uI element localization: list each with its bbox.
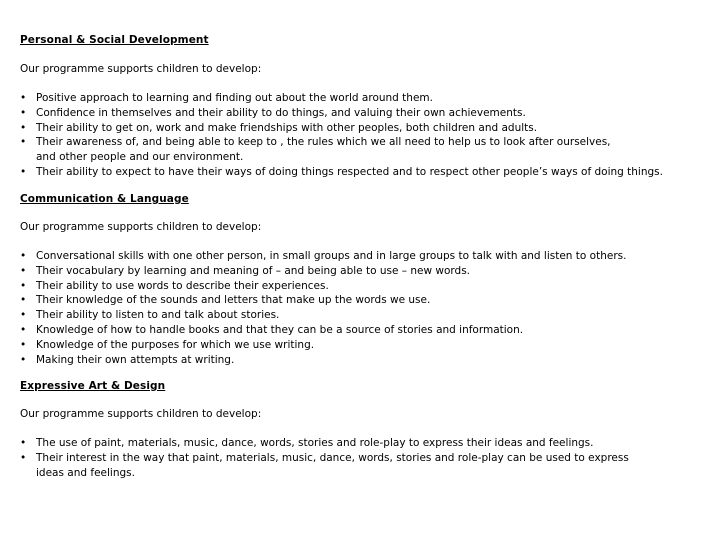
list-item <box>20 165 663 180</box>
bullet-list-personal-social <box>20 91 663 180</box>
list-item <box>20 323 626 338</box>
list-item <box>20 279 626 294</box>
section-intro-expressive-art-design: Our programme supports children to develop: <box>20 408 262 420</box>
list-item-text: Positive approach to learning and finding out about the world around them. <box>36 92 433 104</box>
list-item <box>20 451 629 481</box>
bullet-list-communication-language <box>20 249 626 367</box>
list-item <box>20 135 663 165</box>
section-intro-communication-language: Our programme supports children to develop: <box>20 221 262 233</box>
list-item <box>20 249 626 264</box>
list-item <box>20 264 626 279</box>
list-item-text: Knowledge of how to handle books and that they can be a source of stories and information. <box>36 323 524 336</box>
list-item-text: Conversational skills with one other person, in small groups and in large groups to talk with and listen to others. <box>36 250 627 262</box>
list-item-text: Their awareness of, and being able to keep to , the rules which we all need to help us to look after ourselves, <box>36 136 611 149</box>
list-item <box>20 308 626 323</box>
list-item-text: Confidence in themselves and their ability to do things, and valuing their own achievements. <box>36 106 526 119</box>
list-item <box>20 121 663 136</box>
bullet-icon: • <box>20 353 27 366</box>
list-item-text: Their ability to use words to describe their experiences. <box>36 279 329 292</box>
section-heading-communication-language: Communication & Language <box>20 193 189 205</box>
list-item-text-continued: and other people and our environment. <box>36 151 244 164</box>
list-item-text: Their knowledge of the sounds and letters that make up the words we use. <box>36 294 431 307</box>
bullet-icon: • <box>20 279 27 292</box>
list-item <box>20 338 626 353</box>
section-intro-personal-social: Our programme supports children to develop: <box>20 63 262 75</box>
bullet-list-expressive-art-design <box>20 436 629 480</box>
bullet-icon: • <box>20 106 27 119</box>
bullet-icon: • <box>20 309 27 322</box>
list-item-text: Their ability to get on, work and make friendships with other peoples, both children and adults. <box>36 121 538 134</box>
list-item-text: Their interest in the way that paint, materials, music, dance, words, stories and role-play can be used to express <box>36 451 629 464</box>
bullet-icon: • <box>20 294 27 307</box>
list-item-text: Knowledge of the purposes for which we use writing. <box>36 338 315 351</box>
list-item-text: Their vocabulary by learning and meaning of – and being able to use – new words. <box>36 264 471 277</box>
bullet-icon: • <box>20 92 27 104</box>
list-item <box>20 106 663 121</box>
bullet-icon: • <box>20 451 27 464</box>
list-item-text: The use of paint, materials, music, dance, words, stories and role-play to express their ideas and feelings. <box>36 437 594 449</box>
bullet-icon: • <box>20 338 27 351</box>
list-item <box>20 353 626 368</box>
list-item-text-continued: ideas and feelings. <box>36 466 135 479</box>
list-item <box>20 293 626 308</box>
list-item-text: Their ability to expect to have their ways of doing things respected and to respect other people’s ways of doing things. <box>36 165 663 178</box>
list-item <box>20 436 629 451</box>
bullet-icon: • <box>20 165 27 178</box>
section-heading-personal-social: Personal & Social Development <box>20 34 209 46</box>
list-item-text: Making their own attempts at writing. <box>36 353 235 366</box>
bullet-icon: • <box>20 121 27 134</box>
list-item-text: Their ability to listen to and talk about stories. <box>36 309 280 322</box>
bullet-icon: • <box>20 323 27 336</box>
bullet-icon: • <box>20 437 27 449</box>
bullet-icon: • <box>20 250 27 262</box>
bullet-icon: • <box>20 264 27 277</box>
section-heading-expressive-art-design: Expressive Art & Design <box>20 380 166 392</box>
bullet-icon: • <box>20 136 27 149</box>
list-item <box>20 91 663 106</box>
